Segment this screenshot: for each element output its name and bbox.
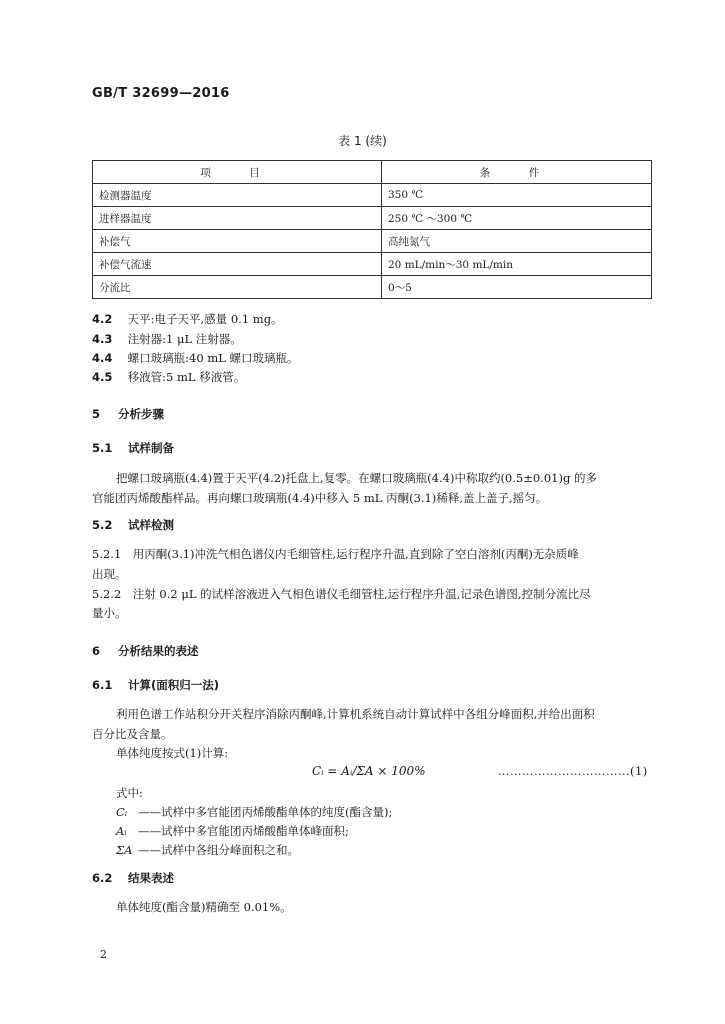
symbol-text: ——试样中各组分峰面积之和。 bbox=[138, 843, 299, 857]
formula: Cᵢ = Aᵢ/ΣA × 100% bbox=[312, 764, 426, 778]
standard-code: GB/T 32699—2016 bbox=[92, 86, 230, 101]
table-cell: 检测器温度 bbox=[93, 184, 382, 207]
table-row bbox=[93, 230, 652, 253]
item-text: 移液管:5 mL 移液管。 bbox=[127, 370, 246, 384]
section-heading bbox=[92, 406, 164, 422]
list-item bbox=[92, 311, 283, 327]
paragraph-line: 单体纯度按式(1)计算: bbox=[116, 746, 229, 760]
table-cell: 进样器温度 bbox=[93, 207, 382, 230]
table-header-row bbox=[93, 161, 652, 184]
paragraph-line: 5.2.2 注射 0.2 μL 的试样溶液进入气相色谱仪毛细管柱,运行程序升温,记录色谱图,控制分流比尽 bbox=[92, 587, 591, 601]
paragraph-line: 单体纯度(酯含量)精确至 0.01%。 bbox=[116, 900, 292, 914]
page-number: 2 bbox=[100, 948, 107, 961]
symbol: Cᵢ bbox=[116, 805, 128, 819]
subsection-title: 试样检测 bbox=[128, 518, 175, 532]
item-text: 螺口玻璃瓶:40 mL 螺口玻璃瓶。 bbox=[127, 351, 299, 365]
symbol-definition bbox=[116, 823, 349, 839]
symbol-text: ——试样中多官能团丙烯酸酯单体的纯度(酯含量); bbox=[138, 805, 393, 819]
symbol-definition bbox=[116, 804, 392, 820]
table-row bbox=[93, 184, 652, 207]
subsection-title: 结果表述 bbox=[128, 871, 175, 885]
symbol: Aᵢ bbox=[116, 824, 127, 838]
subsection-heading bbox=[92, 677, 219, 693]
subsection-heading bbox=[92, 440, 174, 456]
section-number: 5 bbox=[92, 407, 101, 421]
list-item bbox=[92, 369, 245, 385]
subsection-title: 试样制备 bbox=[128, 441, 175, 455]
table-cell: 250 ℃ ～300 ℃ bbox=[382, 207, 652, 230]
subsection-heading bbox=[92, 517, 174, 533]
table-cell: 350 ℃ bbox=[382, 184, 652, 207]
table-row bbox=[93, 253, 652, 276]
subsection-title: 计算(面积归一法) bbox=[128, 678, 220, 692]
where-label: 式中: bbox=[116, 786, 143, 800]
subsection-heading bbox=[92, 870, 174, 886]
column-header-item: 项 目 bbox=[93, 161, 382, 184]
table-caption: 表 1 (续) bbox=[338, 134, 387, 148]
table-cell: 高纯氮气 bbox=[382, 230, 652, 253]
column-header-condition: 条 件 bbox=[382, 161, 652, 184]
symbol-definition bbox=[116, 842, 299, 858]
paragraph-line: 官能团丙烯酸酯样品。再向螺口玻璃瓶(4.4)中移入 5 mL 丙酮(3.1)稀释,盖上盖子,摇匀。 bbox=[92, 491, 548, 505]
paragraph-line: 5.2.1 用丙酮(3.1)冲洗气相色谱仪内毛细管柱,运行程序升温,直到除了空白溶剂(丙酮)无杂质峰 bbox=[92, 547, 579, 561]
paragraph-line: 把螺口玻璃瓶(4.4)置于天平(4.2)托盘上,复零。在螺口玻璃瓶(4.4)中称取约(0.5±0.01)g 的多 bbox=[116, 471, 597, 485]
paragraph-line: 百分比及含量。 bbox=[92, 727, 173, 741]
table-row bbox=[93, 276, 652, 299]
item-number: 4.3 bbox=[92, 332, 113, 346]
subsection-number: 6.1 bbox=[92, 678, 113, 692]
conditions-table bbox=[92, 160, 652, 299]
list-item bbox=[92, 331, 242, 347]
subsection-number: 6.2 bbox=[92, 871, 113, 885]
table-cell: 0～5 bbox=[382, 276, 652, 299]
section-number: 6 bbox=[92, 644, 101, 658]
table-cell: 分流比 bbox=[93, 276, 382, 299]
subsection-number: 5.1 bbox=[92, 441, 113, 455]
item-number: 4.4 bbox=[92, 351, 113, 365]
section-title: 分析结果的表述 bbox=[118, 644, 199, 658]
paragraph-line: 出现。 bbox=[92, 567, 127, 581]
formula-number: ……………………………(1) bbox=[498, 764, 648, 778]
paragraph-line: 利用色谱工作站积分开关程序消除丙酮峰,计算机系统自动计算试样中各组分峰面积,并给出面积 bbox=[116, 707, 595, 721]
symbol: ΣA bbox=[116, 843, 133, 857]
item-text: 天平:电子天平,感量 0.1 mg。 bbox=[127, 312, 283, 326]
symbol-text: ——试样中多官能团丙烯酸酯单体峰面积; bbox=[138, 824, 349, 838]
item-text: 注射器:1 μL 注射器。 bbox=[127, 332, 242, 346]
table-row bbox=[93, 207, 652, 230]
table-cell: 20 mL/min～30 mL/min bbox=[382, 253, 652, 276]
subsection-number: 5.2 bbox=[92, 518, 113, 532]
list-item bbox=[92, 350, 299, 366]
table-cell: 补偿气流速 bbox=[93, 253, 382, 276]
section-title: 分析步骤 bbox=[118, 407, 165, 421]
item-number: 4.5 bbox=[92, 370, 113, 384]
table-cell: 补偿气 bbox=[93, 230, 382, 253]
section-heading bbox=[92, 643, 199, 659]
paragraph-line: 量小。 bbox=[92, 606, 127, 620]
item-number: 4.2 bbox=[92, 312, 113, 326]
